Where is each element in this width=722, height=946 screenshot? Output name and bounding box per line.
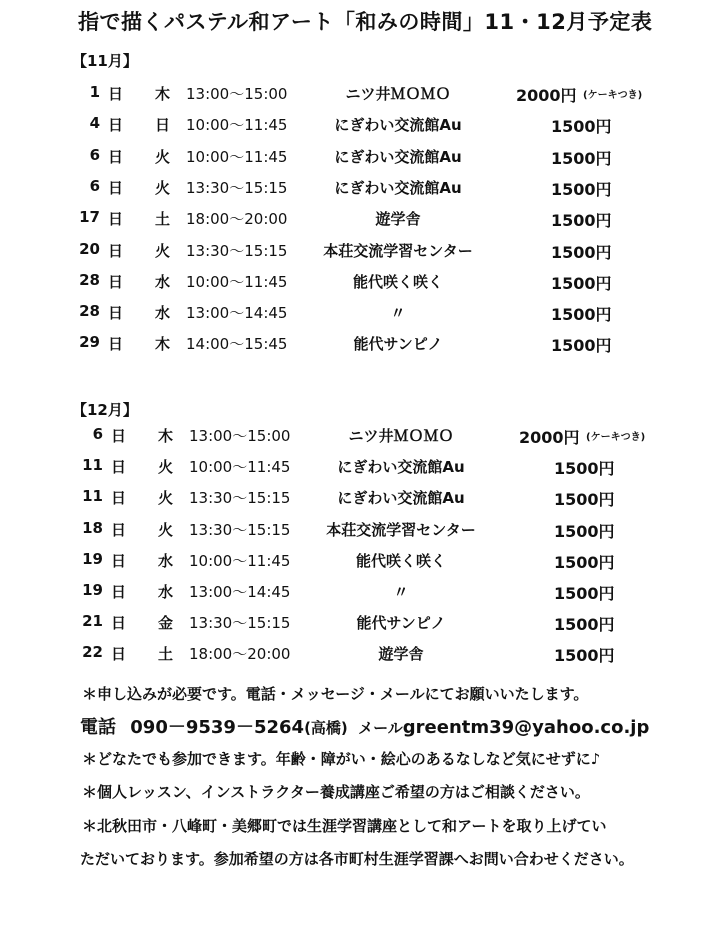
day-number: 11: [82, 456, 103, 475]
weekday: 火: [158, 489, 174, 508]
price-note: (ケーキつき): [583, 90, 643, 101]
schedule-title: 指で描くパステル和アート「和みの時間」11・12月予定表: [78, 10, 653, 34]
time-range: 10:00～11:45: [189, 551, 291, 570]
day-number: 19: [82, 581, 103, 599]
schedule-row: [0, 612, 722, 642]
price: 1500円: [554, 490, 615, 510]
schedule-row: [0, 177, 722, 207]
schedule-row: [0, 425, 722, 455]
time-range: 10:00～11:45: [186, 116, 288, 135]
time-range: 13:30～15:15: [186, 178, 288, 197]
schedule-row: [0, 146, 722, 176]
price: 1500円: [551, 305, 612, 325]
weekday: 火: [155, 178, 171, 197]
price: 1500円: [551, 242, 612, 262]
schedule-row: [0, 302, 722, 332]
price: 1500円: [554, 584, 615, 603]
venue-name: にぎわい交流館Au: [334, 178, 462, 197]
schedule-row: [0, 114, 722, 144]
price: 1500円: [551, 211, 612, 231]
day-number: 17: [79, 208, 100, 227]
weekday: 土: [155, 210, 171, 229]
email-address: greentm39@yahoo.co.jp: [402, 717, 650, 738]
venue-name: ニツ井ＭＯＭＯ: [348, 427, 454, 445]
schedule-row: [0, 487, 722, 517]
contact-line: [80, 713, 649, 739]
price: 2000円: [519, 428, 580, 447]
municipal-note-line-2: ただいております。参加希望の方は各市町村生涯学習課へお問い合わせください。: [80, 850, 634, 868]
time-range: 13:30～15:15: [189, 520, 291, 539]
price: 1500円: [551, 179, 612, 199]
schedule-row: [0, 581, 722, 611]
venue-name: 能代咲く咲く: [355, 551, 446, 570]
day-number: 20: [79, 239, 100, 258]
weekday: 金: [158, 614, 174, 633]
schedule-row: [0, 333, 722, 363]
time-range: 13:30～15:15: [189, 614, 291, 633]
venue-name: にぎわい交流館Au: [334, 116, 462, 135]
day-suffix: 日: [108, 116, 124, 135]
day-number: 21: [82, 612, 103, 631]
day-suffix: 日: [111, 427, 127, 445]
lesson-note: ＊個人レッスン、インストラクター養成講座ご希望の方はご相談ください。: [82, 783, 590, 801]
schedule-row: [0, 456, 722, 486]
schedule-row: [0, 83, 722, 113]
day-number: 4: [89, 114, 100, 133]
schedule-row: [0, 271, 722, 301]
price: 1500円: [551, 148, 612, 168]
schedule-row: [0, 550, 722, 580]
day-number: 11: [82, 487, 103, 506]
price: 1500円: [551, 336, 612, 356]
day-number: 22: [82, 643, 103, 662]
day-number: 6: [89, 176, 100, 195]
day-number: 19: [82, 549, 103, 568]
day-number: 6: [89, 145, 100, 164]
venue-name: 能代サンピノ: [353, 335, 443, 354]
weekday: 火: [158, 458, 174, 477]
month-heading-november: 【11月】: [72, 52, 138, 70]
price: 1500円: [554, 459, 615, 479]
day-suffix: 日: [108, 272, 124, 291]
venue-name: にぎわい交流館Au: [337, 458, 465, 477]
weekday: 木: [158, 427, 174, 445]
price: 1500円: [554, 552, 615, 572]
day-suffix: 日: [111, 614, 127, 633]
time-range: 13:00～14:45: [189, 583, 291, 601]
apply-note: ＊申し込みが必要です。電話・メッセージ・メールにてお願いいたします。: [82, 685, 589, 703]
venue-name: 〃: [393, 583, 409, 601]
venue-name: ニツ井ＭＯＭＯ: [345, 85, 451, 103]
venue-name: 能代咲く咲く: [352, 272, 443, 291]
day-suffix: 日: [108, 147, 124, 166]
price: 1500円: [551, 273, 612, 293]
schedule-row: [0, 240, 722, 270]
venue-name: 本荘交流学習センター: [326, 520, 476, 539]
time-range: 18:00～20:00: [186, 210, 288, 229]
weekday: 火: [155, 147, 171, 166]
time-range: 13:30～15:15: [186, 241, 288, 260]
day-suffix: 日: [108, 304, 124, 323]
schedule-row: [0, 643, 722, 673]
day-suffix: 日: [108, 85, 124, 103]
time-range: 14:00～15:45: [186, 335, 288, 354]
day-suffix: 日: [108, 210, 124, 229]
municipal-note-line-1: ＊北秋田市・八峰町・美郷町では生涯学習講座として和アートを取り上げてい: [82, 817, 607, 835]
time-range: 10:00～11:45: [186, 147, 288, 166]
contact-name: (高橋): [304, 719, 348, 737]
venue-name: 能代サンピノ: [356, 614, 446, 633]
day-suffix: 日: [108, 335, 124, 354]
phone-label: 電話: [80, 717, 116, 738]
day-suffix: 日: [108, 241, 124, 260]
venue-name: 遊学舎: [375, 210, 421, 229]
time-range: 18:00～20:00: [189, 645, 291, 664]
weekday: 日: [155, 116, 171, 135]
day-suffix: 日: [111, 583, 127, 601]
time-range: 13:00～15:00: [186, 85, 288, 103]
price: 1500円: [554, 646, 615, 666]
time-range: 13:00～14:45: [186, 304, 288, 323]
time-range: 10:00～11:45: [189, 458, 291, 477]
price: 2000円: [516, 86, 577, 105]
anyone-note: ＊どなたでも参加できます。年齢・障がい・絵心のあるなしなど気にせずに♪: [82, 750, 601, 768]
day-number: 29: [79, 333, 100, 352]
weekday: 土: [158, 645, 174, 664]
venue-name: 〃: [390, 304, 406, 323]
month-heading-december: 【12月】: [72, 401, 138, 419]
day-suffix: 日: [111, 551, 127, 570]
day-suffix: 日: [111, 520, 127, 539]
schedule-row: [0, 519, 722, 549]
weekday: 火: [155, 241, 171, 260]
day-number: 6: [92, 425, 103, 443]
weekday: 水: [155, 304, 171, 323]
day-suffix: 日: [108, 178, 124, 197]
time-range: 10:00～11:45: [186, 272, 288, 291]
weekday: 水: [158, 551, 174, 570]
venue-name: にぎわい交流館Au: [337, 489, 465, 508]
weekday: 水: [158, 583, 174, 601]
schedule-row: [0, 208, 722, 238]
price: 1500円: [551, 117, 612, 137]
day-suffix: 日: [111, 458, 127, 477]
weekday: 水: [155, 272, 171, 291]
price-note: (ケーキつき): [586, 432, 646, 443]
time-range: 13:30～15:15: [189, 489, 291, 508]
price: 1500円: [554, 615, 615, 635]
day-number: 28: [79, 302, 100, 321]
phone-number: 090－9539－5264: [130, 717, 305, 738]
day-number: 18: [82, 518, 103, 537]
day-suffix: 日: [111, 489, 127, 508]
day-number: 28: [79, 270, 100, 289]
day-suffix: 日: [111, 645, 127, 664]
mail-label: メール: [358, 719, 403, 737]
day-number: 1: [89, 83, 100, 101]
weekday: 木: [155, 335, 171, 354]
weekday: 火: [158, 520, 174, 539]
time-range: 13:00～15:00: [189, 427, 291, 445]
price: 1500円: [554, 521, 615, 541]
venue-name: にぎわい交流館Au: [334, 147, 462, 166]
weekday: 木: [155, 85, 171, 103]
venue-name: 本荘交流学習センター: [323, 241, 473, 260]
venue-name: 遊学舎: [378, 645, 424, 664]
